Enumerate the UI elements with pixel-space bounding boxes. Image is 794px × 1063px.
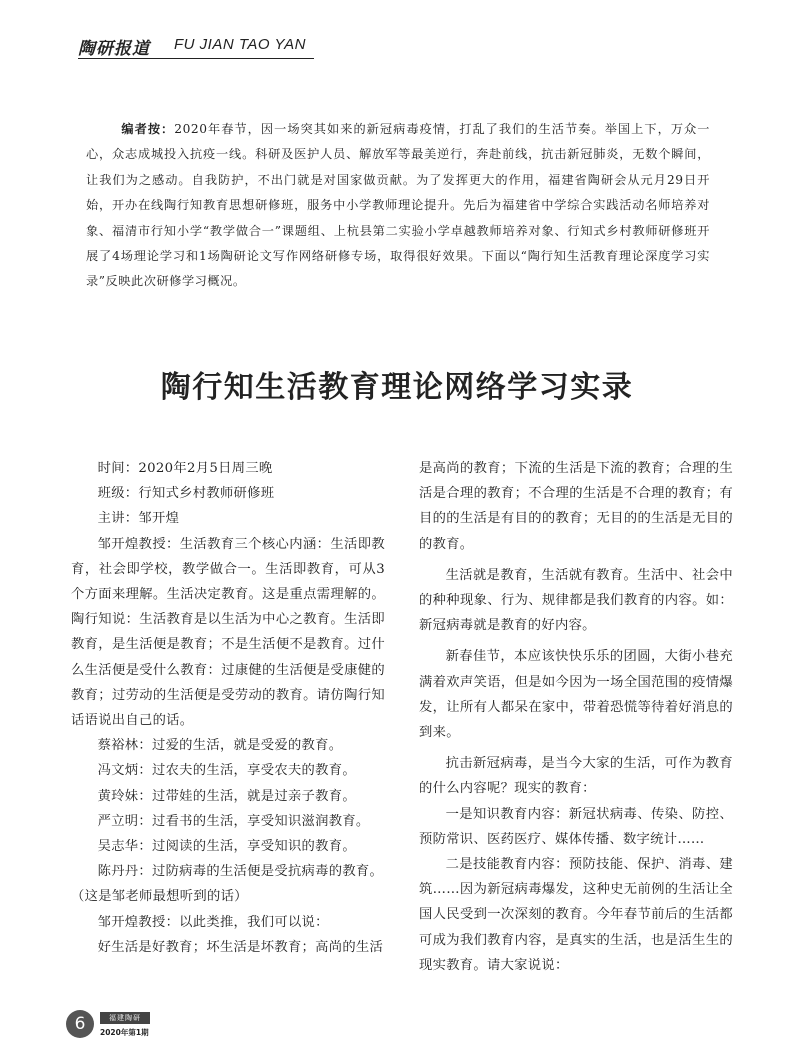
meta-class: 班级：行知式乡村教师研修班 xyxy=(97,486,275,502)
paragraph: 严立明：过看书的生活，享受知识滋润教育。 xyxy=(97,813,370,829)
left-column xyxy=(71,456,385,960)
meta-speaker: 主讲：邹开煌 xyxy=(97,511,180,527)
article-title: 陶行知生活教育理论网络学习实录 xyxy=(160,370,634,405)
paragraph: 邹开煌教授：生活教育三个核心内涵：生活即教育，社会即学校，教学做合一。生活即教育，可从3个方面来理解。生活决定教育。这是重点需理解的。陶行知说：生活教育是以生活为中心之教育。生活即教育，是生活便是教育；不是生活便不是教育。过什么生活便是受什么教育：过康健的生活便是受康健的教育；过劳动的生活便是受劳动的教育。请仿陶行知话语说出自己的话。 xyxy=(71,536,385,729)
paragraph: 黄玲妹：过带娃的生活，就是过亲子教育。 xyxy=(97,788,356,804)
paragraph: 生活就是教育，生活就有教育。生活中、社会中的种种现象、行为、规律都是我们教育的内容。如：新冠病毒就是教育的好内容。 xyxy=(419,567,733,634)
paragraph: 二是技能教育内容：预防技能、保护、消毒、建筑……因为新冠病毒爆发，这种史无前例的生活让全国人民受到一次深刻的教育。今年春节前后的生活都可成为我们教育内容，是真实的生活，也是活生生的现实教育。请大家说说： xyxy=(419,857,733,973)
paragraph: 蔡裕林：过爱的生活，就是受爱的教育。 xyxy=(97,738,343,754)
editor-note-body: 2020年春节，因一场突其如来的新冠病毒疫情，打乱了我们的生活节奏。举国上下，万众一心，众志成城投入抗疫一线。科研及医护人员、解放军等最美逆行，奔赴前线，抗击新冠肺炎，无数个瞬间，让我们为之感动。自我防护，不出门就是对国家做贡献。为了发挥更大的作用，福建省陶研会从元月29日开始，开办在线陶行知教育思想研修班，服务中小学教师理论提升。先后为福建省中学综合实践活动名师培养对象、福清市行知小学“教学做合一”课题组、上杭县第二实验小学卓越教师培养对象、行知式乡村教师研修班开展了4场理论学习和1场陶研论文写作网络研修专场，取得很好效果。下面以“陶行知生活教育理论深度学习实录”反映此次研修学习概况。 xyxy=(86,122,710,289)
paragraph: 新春佳节，本应该快快乐乐的团圆，大街小巷充满着欢声笑语，但是如今因为一场全国范围的疫情爆发，让所有人都呆在家中，带着恐慌等待着好消息的到来。 xyxy=(419,649,733,741)
paragraph: 抗击新冠病毒，是当今大家的生活，可作为教育的什么内容呢？现实的教育： xyxy=(419,756,733,797)
page-number: 6 xyxy=(66,1010,94,1038)
paragraph: 陈丹丹：过防病毒的生活便是受抗病毒的教育。 xyxy=(97,864,384,880)
magazine-name: 福建陶研 xyxy=(100,1012,150,1024)
paragraph: 邹开煌教授：以此类推，我们可以说： xyxy=(97,914,329,930)
section-title-cn: 陶研报道 xyxy=(78,39,150,59)
editor-note-lead: 编者按： xyxy=(121,122,175,136)
meta-time: 时间：2020年2月5日周三晚 xyxy=(97,461,273,476)
paragraph: 一是知识教育内容：新冠状病毒、传染、防控、预防常识、医药医疗、媒体传播、数字统计…… xyxy=(419,806,733,847)
right-column xyxy=(419,456,733,978)
section-title-en: FU JIAN TAO YAN xyxy=(174,36,306,53)
editor-note xyxy=(86,117,710,295)
section-header xyxy=(78,30,314,59)
paragraph-note: （这是邹老师最想听到的话） xyxy=(71,889,248,905)
issue-label: 2020年第1期 xyxy=(100,1028,149,1037)
paragraph: 吴志华：过阅读的生活，享受知识的教育。 xyxy=(97,839,356,855)
paragraph: 冯文炳：过农夫的生活，享受农夫的教育。 xyxy=(97,763,356,779)
paragraph: 是高尚的教育；下流的生活是下流的教育；合理的生活是合理的教育；不合理的生活是不合理的教育；有目的的生活是有目的的教育；无目的的生活是无目的的教育。 xyxy=(419,461,733,552)
page-footer xyxy=(66,1010,186,1040)
paragraph: 好生活是好教育；坏生活是坏教育；高尚的生活 xyxy=(97,939,384,955)
